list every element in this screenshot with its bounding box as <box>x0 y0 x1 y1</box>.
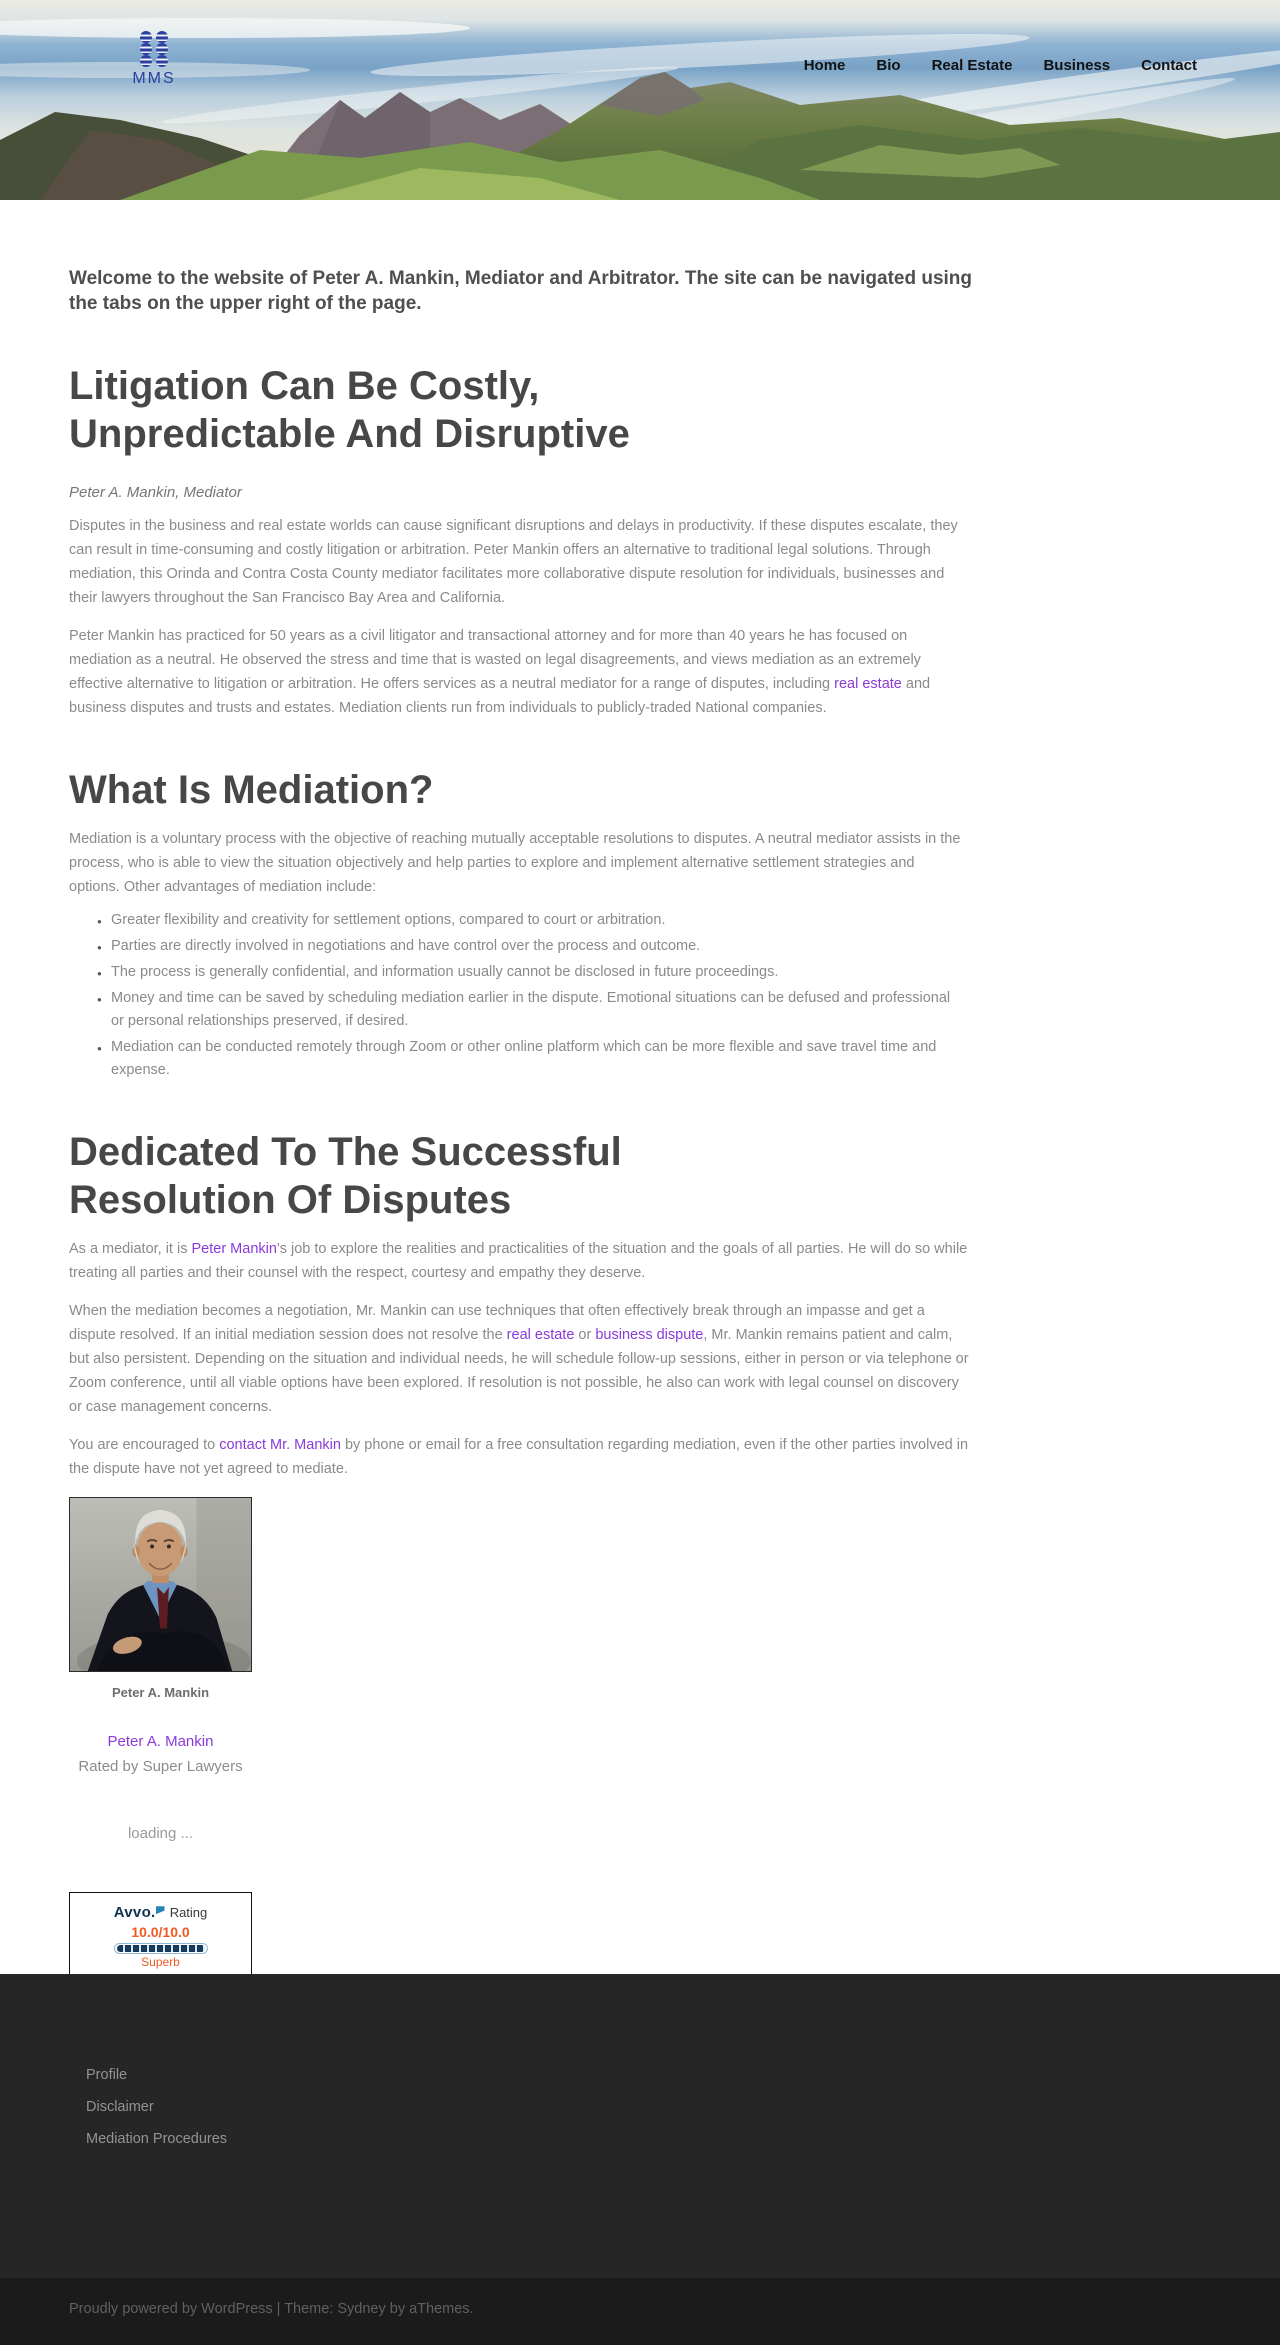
nav-item-real-estate[interactable]: Real Estate <box>931 57 1013 74</box>
footer-link-mediation-procedures[interactable]: Mediation Procedures <box>86 2131 228 2147</box>
avvo-rating-badge[interactable] <box>69 1892 252 1974</box>
paragraph-text: As a mediator, it is <box>69 1241 192 1258</box>
nav-item-home[interactable]: Home <box>803 57 846 74</box>
mediation-paragraph: Mediation is a voluntary process with the objective of reaching mutually acceptable resolutions to disputes. A neutral mediator assists in the process, who is able to view the situation objectively and help parties to explore and implement alternative settlement strategies and options. Other advantages of mediation include: <box>69 831 961 896</box>
super-lawyers-widget <box>69 1700 252 1842</box>
business-dispute-link[interactable]: business dispute <box>595 1327 704 1344</box>
real-estate-link[interactable]: real estate <box>506 1327 575 1344</box>
litigation-heading: Litigation Can Be Costly, Unpredictable And Disruptive <box>69 364 630 457</box>
footer-link-disclaimer[interactable]: Disclaimer <box>86 2099 154 2115</box>
peter-mankin-link[interactable]: Peter Mankin <box>191 1241 277 1258</box>
footer-widgets <box>0 1974 1280 2278</box>
mediation-benefit-item: ● Parties are directly involved in negotiations and have control over the process and outcome. <box>97 935 957 958</box>
site-logo[interactable] <box>128 30 180 88</box>
dedicated-paragraph-1 <box>69 1237 969 1285</box>
mountain-hero-image <box>0 0 1280 200</box>
credits-text: Proudly powered by WordPress | Theme: Sydney by aThemes. <box>69 2301 474 2317</box>
avvo-superb-label: Superb <box>141 1955 180 1970</box>
real-estate-link[interactable]: real estate <box>834 676 902 693</box>
litigation-paragraph-2 <box>69 624 969 720</box>
mediation-benefit-item: ● Money and time can be saved by scheduling mediation earlier in the dispute. Emotional situations can be defused and professional or personal relationships preserved, if desired. <box>97 987 957 1033</box>
paragraph-text: and business disputes and trusts and estates. Mediation clients run from individuals to publicly-traded National companies. <box>69 676 931 717</box>
paragraph-text: Peter Mankin has practiced for 50 years as a civil litigator and transactional attorney and for more than 40 years he has focused on mediation as a neutral. He observed the stress and time that is wasted on legal disagreements, and views mediation as an extremely effective alternative to litigation or arbitration. He offers services as a neutral mediator for a range of disputes, including <box>69 628 921 693</box>
avvo-score: 10.0/10.0 <box>131 1924 190 1941</box>
nav-item-bio[interactable]: Bio <box>876 57 901 74</box>
footer-link-item <box>86 2098 1211 2116</box>
avvo-rating-bar <box>114 1943 208 1954</box>
dedicated-heading: Dedicated To The Successful Resolution Of Disputes <box>69 1130 622 1223</box>
paragraph-text: by phone or email for a free consultation regarding mediation, even if the other parties involved in the dispute have not yet agreed to mediate. <box>69 1437 969 1478</box>
mediator-caption: Peter A. Mankin, Mediator <box>69 484 242 502</box>
avvo-rating-word: Rating <box>169 1905 208 1921</box>
litigation-paragraph-1: Disputes in the business and real estate worlds can cause significant disruptions and delays in productivity. If these disputes escalate, they can result in time-consuming and costly litigation or arbitration. Peter Mankin offers an alternative to traditional legal solutions. Through mediation, this Orinda and Contra Costa County mediator facilitates more collaborative dispute resolution for individuals, businesses and their lawyers throughout the San Francisco Bay Area and California. <box>69 518 958 607</box>
logo-text: MMS <box>132 70 176 87</box>
photo-caption: Peter A. Mankin <box>111 1685 210 1701</box>
footer-link-profile[interactable]: Profile <box>86 2067 128 2083</box>
super-lawyers-loading-text: loading ... <box>127 1825 194 1843</box>
super-lawyers-rated-text: Rated by Super Lawyers <box>78 1758 243 1776</box>
welcome-text: Welcome to the website of Peter A. Mankin, Mediator and Arbitrator. The site can be navigated using the tabs on the upper right of the page. <box>69 268 973 315</box>
paragraph-text: When the mediation becomes a negotiation, Mr. Mankin can use techniques that often effectively break through an impasse and get a dispute resolved. If an initial mediation session does not resolve the <box>69 1303 925 1344</box>
dedicated-paragraph-2 <box>69 1299 969 1419</box>
paragraph-text: , Mr. Mankin remains patient and calm, but also persistent. Depending on the situation and individual needs, he will schedule follow-up sessions, either in person or via telephone or Zoom conference, until all viable options have been explored. If resolution is not possible, he also can work with legal counsel on discovery or case management concerns. <box>69 1327 969 1416</box>
avvo-brand-text: Avvo. <box>113 1904 156 1922</box>
mediation-benefit-item: ● Greater flexibility and creativity for settlement options, compared to court or arbitration. <box>97 909 957 932</box>
main-content <box>0 200 1280 1974</box>
dedicated-paragraph-3 <box>69 1433 969 1481</box>
paragraph-text: You are encouraged to <box>69 1437 220 1454</box>
mediator-photo <box>69 1497 252 1672</box>
mediation-benefits-list <box>97 909 957 1082</box>
footer-credits-bar <box>0 2278 1280 2345</box>
footer-link-item <box>86 2066 1211 2084</box>
mediator-photo-figure <box>69 1497 252 1700</box>
main-nav <box>804 57 1197 74</box>
avvo-logo <box>70 1904 251 1921</box>
hero-header <box>0 0 1280 200</box>
avvo-flag-icon <box>156 1906 165 1914</box>
paragraph-text: or <box>574 1327 596 1344</box>
mediation-benefit-item: ● The process is generally confidential, and information usually cannot be disclosed in future proceedings. <box>97 961 957 984</box>
contact-mr-mankin-link[interactable]: contact Mr. Mankin <box>219 1437 341 1454</box>
super-lawyers-profile-link[interactable]: Peter A. Mankin <box>107 1733 214 1751</box>
paragraph-text: 's job to explore the realities and practicalities of the situation and the goals of all parties. He will do so while treating all parties and their counsel with the respect, courtesy and empathy they deserve. <box>69 1241 968 1282</box>
nav-item-business[interactable]: Business <box>1043 57 1111 74</box>
avvo-rating-bar-fill <box>117 1945 205 1952</box>
mms-logo-icon <box>136 30 172 68</box>
what-is-mediation-heading: What Is Mediation? <box>69 768 434 813</box>
nav-item-contact[interactable]: Contact <box>1141 57 1197 74</box>
footer-links-list <box>86 1974 1211 2148</box>
footer-link-item <box>86 2130 1211 2148</box>
mediation-benefit-item: ● Mediation can be conducted remotely through Zoom or other online platform which can be more flexible and save travel time and expense. <box>97 1036 957 1082</box>
